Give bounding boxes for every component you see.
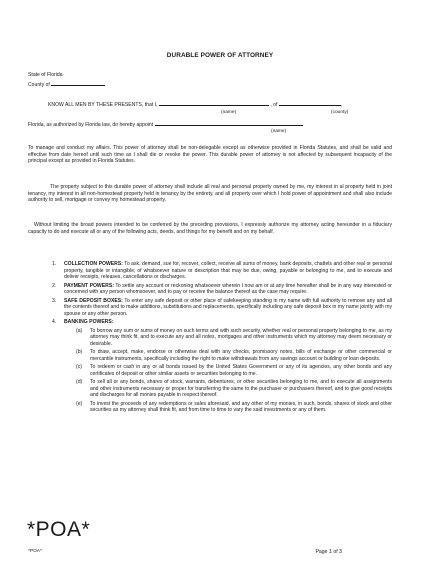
of-text: , of [270,102,278,108]
state-line: State of Florida [28,72,63,78]
paragraph-purpose: To manage and conduct my affairs. This power of attorney shall be non-delegable except as otherwise provided in Florida Statutes, and shall be valid and effective from date hereof until such time as I shall die or revoke the power. This durable power of attorney is not affected by subsequent incapacity of the principal except as provided in Florida Statutes. [28,145,392,165]
paragraph-property: The property subject to this durable power of attorney shall include all real and personal property owned by me, my interest in al property held in joint tenancy, my interest in all non-homestead property held in tenancy by the entirety, and all property over which I hold power of appointment and shall also include authority to sell, mortgage or convey my homestead property. [28,184,392,204]
item-label: PAYMENT POWERS: [64,282,114,289]
principal-county-blank[interactable] [279,100,341,106]
list-item: 3. SAFE DEPOSIT BOXES: To enter any safe deposit or other place of safekeeping standing in my name with full authority to remove any and all the contents thereof and to make additions, substitutions and replacements, specifically including any safe deposit box in my name jointly with my spouse or any other person. [52,297,392,317]
know-all-men-line [48,100,342,108]
county-label: County of [28,82,50,88]
principal-name-blank[interactable] [159,100,269,106]
comma-text: , [340,102,343,108]
know-all-men-text: KNOW ALL MEN BY THESE PRESENTS, that I, [48,102,158,108]
document-title: DURABLE POWER OF ATTORNEY [166,52,274,59]
sub-item: (e) To invest the proceeds of any redemptions or sales aforesaid, and any other of my monies, in such, bonds, shares of stock and other securities as my attorney shall think fit, and from time to time to vary the said investments or any of them. [76,400,392,414]
sub-item: (c) To redeem or cash in any or all bonds issued by the United States Government or any of its agencies, any other bonds and any certificates of deposit or other similar assets or securities belonging to me. [76,364,392,377]
item-label: COLLECTION POWERS: [64,261,123,267]
list-item: 4. BANKING POWERS: [52,319,114,326]
item-text: To enter any safe deposit or other place of safekeeping standing in my name with full authority to remove any and all the contents thereof and to make additions, substitutions and replacements, specifically including any safe deposit box in my name jointly with my spouse or any other person. [64,297,392,317]
list-item: 1. COLLECTION POWERS: To ask, demand, sue for, recover, collect, receive all sums of money, bank deposits, chattels and other real or personal property, tangible or intangible; of whatsoever nature or description that may be due, owing, payable or belonging to me, and to execute and deliver receipts, releases, cancellations or discharges. [52,261,393,281]
florida-line [28,120,303,128]
county-blank[interactable] [51,80,105,86]
name-caption: (name) [221,110,237,115]
florida-text: Florida, as authorized by Florida law, do hereby appoint [28,122,154,128]
list-item: 2. PAYMENT POWERS: To settle any account or reckoning whatsoever wherein I now am or at any time hereafter shall be in any way interested or concerned with any person whomsoever, and to pay or receive the balance thereof as the case may require. [52,282,392,296]
attorney-name-caption: (name) [271,129,287,134]
poa-watermark: *POA* [27,518,91,541]
sub-item: (b) To draw, accept, make, endorse or otherwise deal with any checks, promissory notes, bills of exchange or other commercial or mercantile instruments, specifically including the right to make withdrawals from any savings account or building or loan deposits. [76,349,392,362]
item-text: To settle any account or reckoning whatsoever wherein I now am or at any time hereafter shall be in any way interested or concerned with any person whomsoever, and to pay or receive the balance thereof as the case may require. [64,282,392,296]
item-label: BANKING POWERS: [64,319,114,326]
footer-mark: *POA* [28,549,42,554]
paragraph-authorization: Without limiting the broad powers intended to be conferred by the preceding provisions, I expressly authorize my attorney acting hereunder in a fiduciary capacity to do and execute all or any of the following acts, deeds, and things for my benefit and on my behalf. [28,222,392,235]
attorney-name-blank[interactable] [155,120,303,126]
powers-list [28,261,392,416]
sub-item: (d) To sell all or any bonds, shares of stock, warrants, debentures, or other securities belonging to me, and to execute all assignments and other instruments necessary or proper for transferring the same to the purchaser or purchasers thereof, and to give good receipts and discharges for all monies payable in respect thereof. [76,379,392,399]
sub-item: (a) To borrow any sum or sums of money on such terms and with such security, whether real or personal property belonging to me, as my attorney may think fit, and to execute any and all notes, mortgages and other instruments which my attorney may deem necessary or desirable. [76,327,392,347]
county-caption: (county) [331,110,349,115]
county-line [28,80,105,88]
item-text: To ask, demand, sue for, recover, collect, receive all sums of money, bank deposits, chattels and other real or personal property, tangible or intangible; of whatsoever nature or description that may be due, owing, payable or belonging to me, and to execute and deliver receipts, releases, cancellations or discharges. [64,261,393,281]
item-label: SAFE DEPOSIT BOXES: [64,297,123,304]
page-number: Page 1 of 3 [315,549,342,555]
